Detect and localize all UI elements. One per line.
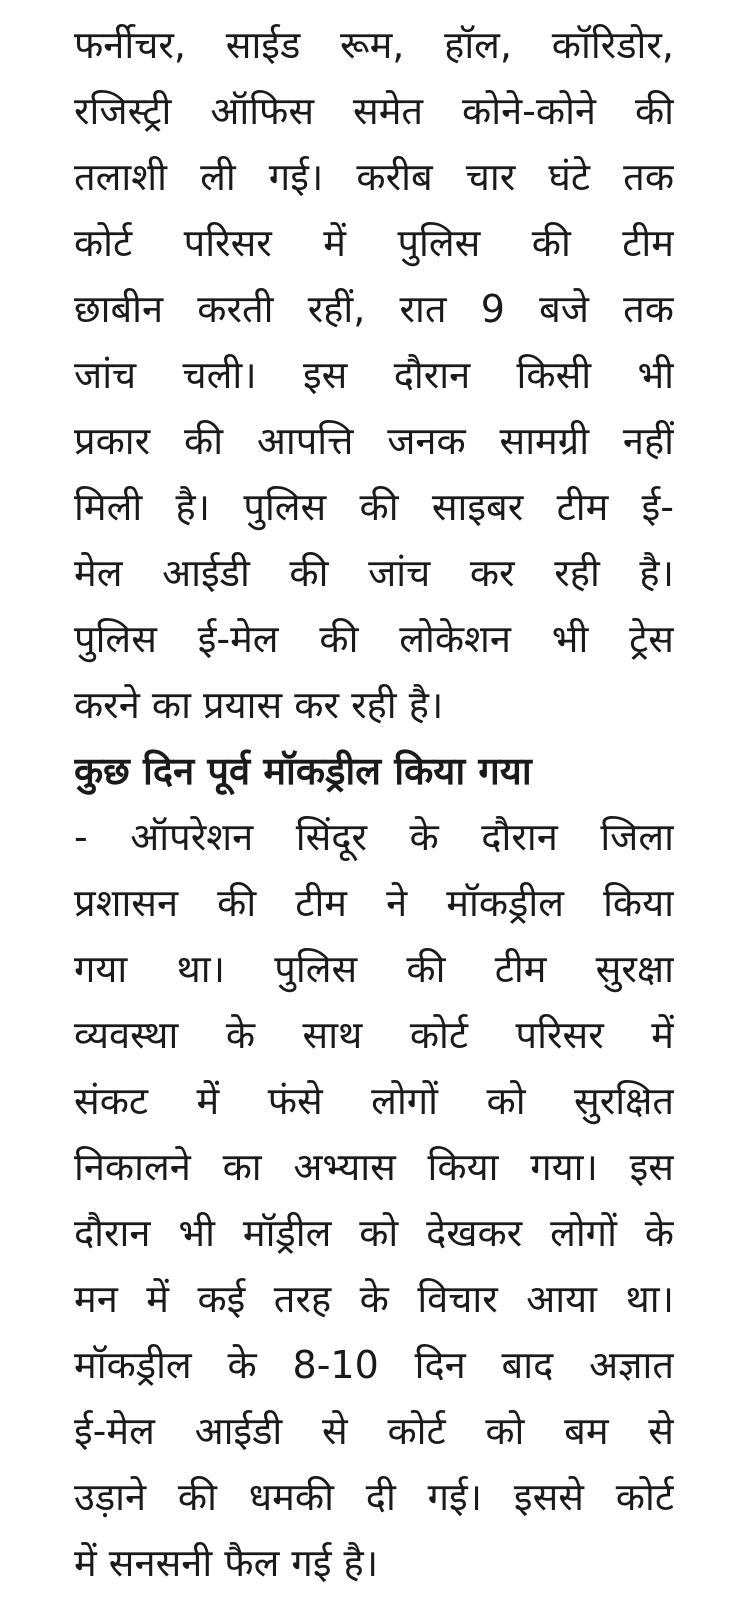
text-line: रजिस्ट्री ऑफिस समेत कोने-कोने की xyxy=(74,89,674,133)
text-line: संकट में फंसे लोगों को सुरक्षित xyxy=(74,1079,674,1123)
text-line: ई-मेल आईडी से कोर्ट को बम से xyxy=(74,1409,674,1453)
text-line: दौरान भी मॉड्रील को देखकर लोगों के xyxy=(74,1211,674,1255)
text-line: मन में कई तरह के विचार आया था। xyxy=(74,1277,674,1321)
text-line: - ऑपरेशन सिंदूर के दौरान जिला xyxy=(74,815,674,859)
paragraph-2 xyxy=(74,804,674,1596)
text-line: जांच चली। इस दौरान किसी भी xyxy=(74,353,674,397)
text-line: व्यवस्था के साथ कोर्ट परिसर में xyxy=(74,1013,674,1057)
text-line: फर्नीचर, साईड रूम, हॉल, कॉरिडोर, xyxy=(74,23,674,67)
text-line: मेल आईडी की जांच कर रही है। xyxy=(74,551,674,595)
text-line: प्रशासन की टीम ने मॉकड्रील किया xyxy=(74,881,674,925)
text-line: गया था। पुलिस की टीम सुरक्षा xyxy=(74,947,674,991)
text-line: मॉकड्रील के 8-10 दिन बाद अज्ञात xyxy=(74,1343,674,1387)
text-line: मिली है। पुलिस की साइबर टीम ई- xyxy=(74,485,674,529)
text-line: कोर्ट परिसर में पुलिस की टीम xyxy=(74,221,674,265)
text-line: में सनसनी फैल गई है। xyxy=(74,1541,379,1585)
subheading: कुछ दिन पूर्व मॉकड्रील किया गया xyxy=(74,749,532,793)
text-line: तलाशी ली गई। करीब चार घंटे तक xyxy=(74,155,674,199)
text-line: पुलिस ई-मेल की लोकेशन भी ट्रेस xyxy=(74,617,674,661)
text-line: प्रकार की आपत्ति जनक सामग्री नहीं xyxy=(74,419,674,463)
text-line: निकालने का अभ्यास किया गया। इस xyxy=(74,1145,674,1189)
text-line: छाबीन करती रहीं, रात 9 बजे तक xyxy=(74,287,674,331)
text-line: करने का प्रयास कर रही है। xyxy=(74,683,444,727)
paragraph-1 xyxy=(74,12,674,738)
text-line: उड़ाने की धमकी दी गई। इससे कोर्ट xyxy=(74,1475,674,1519)
newspaper-column xyxy=(74,12,674,1592)
